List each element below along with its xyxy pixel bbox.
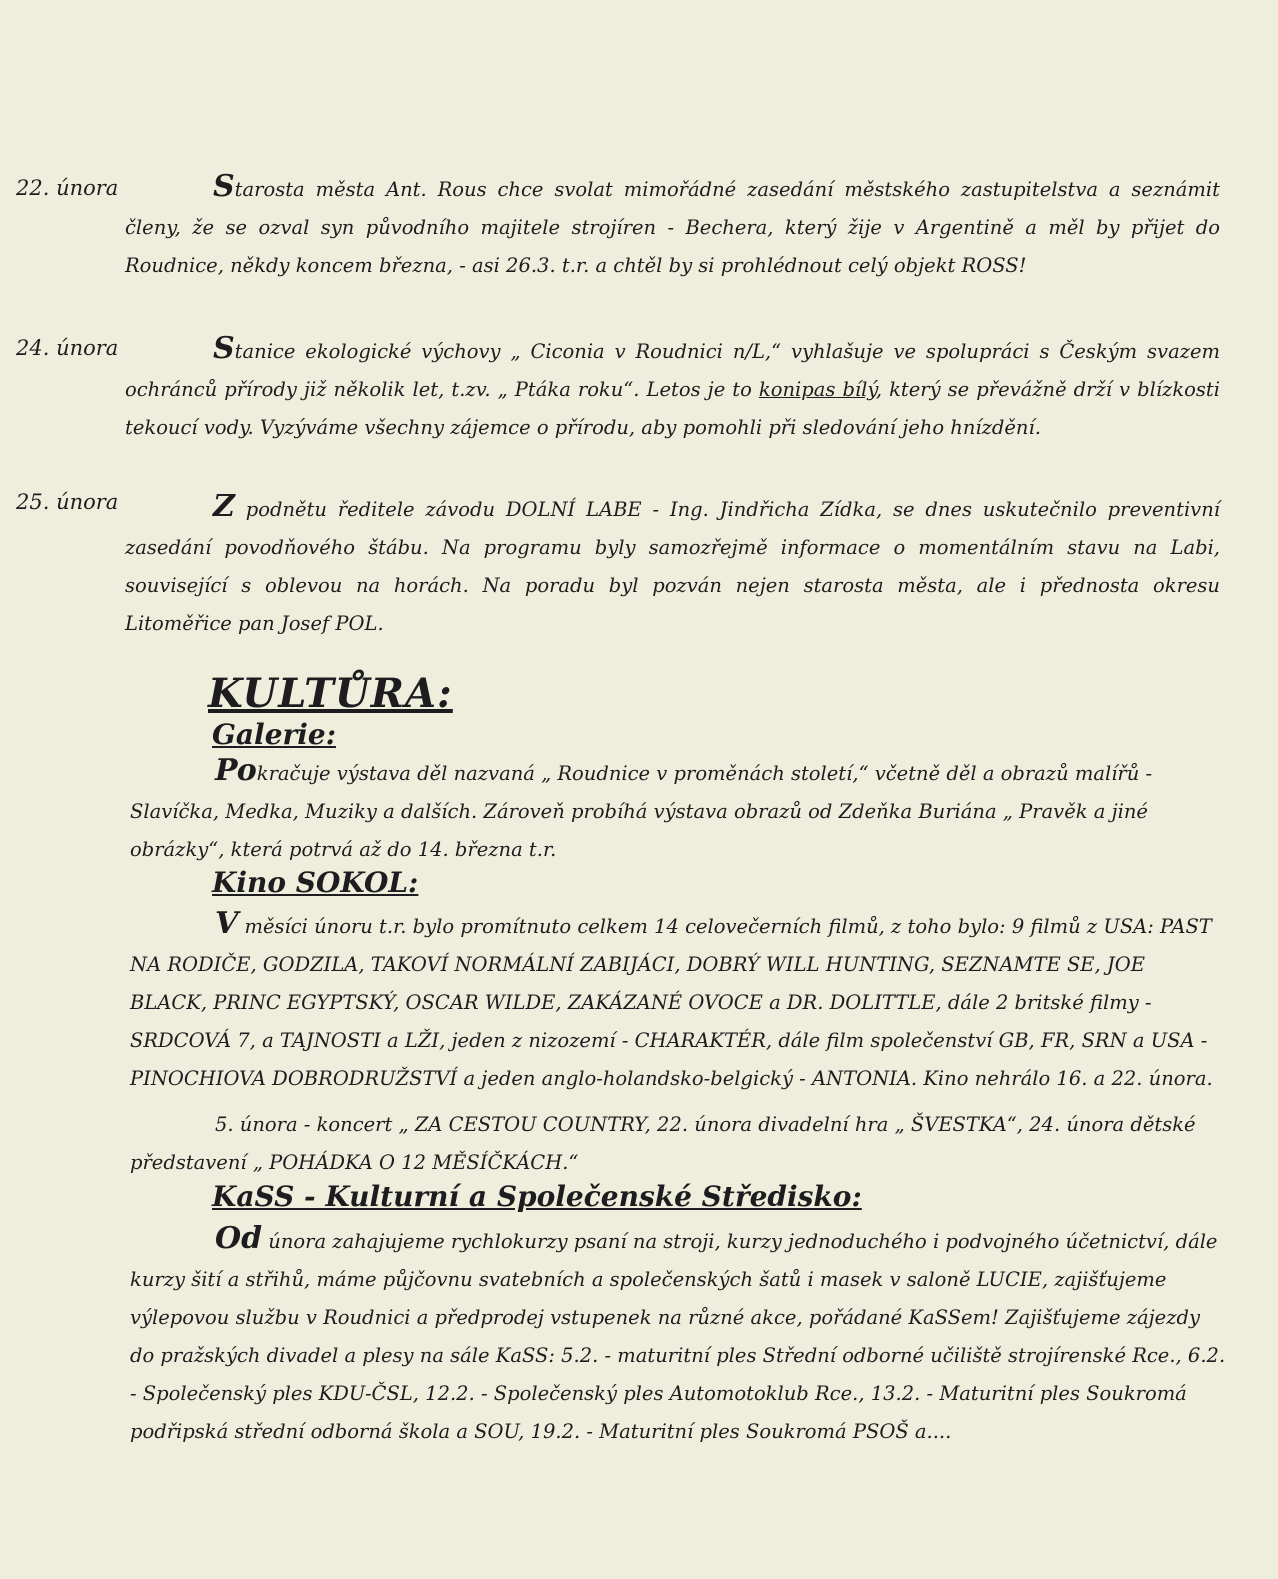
entry-body: tarosta města Ant. Rous chce svolat mimořádné zasedání městského zastupitelstva a seznámit členy, že se ozval syn původního majitele strojíren - Bechera, který žije v Argentině a měl by přijet do Roudnice, někdy koncem března, - asi 26.3. t.r. a chtěl by si prohlédnout celý objekt ROSS! [125, 178, 1220, 277]
subsection-title-kass: KaSS - Kulturní a Společenské Středisko: [212, 1180, 862, 1213]
entry-date: 22. února [16, 176, 119, 200]
entry-body: podnětu ředitele závodu DOLNÍ LABE - Ing. Jindřicha Zídka, se dnes uskutečnilo preventivní zasedání povodňového štábu. Na programu byly samozřejmě informace o momentálním stavu na Labi, související s oblevou na horách. Na poradu byl pozván nejen starosta města, ale i přednosta okresu Litoměřice pan Josef POL. [125, 498, 1220, 635]
entry-date: 24. února [16, 336, 119, 360]
drop-initial: S [213, 331, 235, 366]
cinema-body: měsíci únoru t.r. bylo promítnuto celkem 14 celovečerních filmů, z toho bylo: 9 filmů z USA: PAST NA RODIČE, GODZILA, TAKOVÍ NORMÁLNÍ ZABIJÁCI, DOBRÝ WILL HUNTING, SEZNAMTE SE, JOE BLACK, PRINC EGYPTSKÝ, OSCAR WILDE, ZAKÁZANÉ OVOCE a DR. DOLITTLE, dále 2 britské filmy - SRDCOVÁ 7, a TAJNOSTI a LŽI, jeden z nizozemí - CHARAKTÉR, dále film společenství GB, FR, SRN a USA - PINOCHIOVA DOBRODRUŽSTVÍ a jeden anglo-holandsko-belgický - ANTONIA. Kino nehrálo 16. a 22. února. [130, 915, 1213, 1090]
entry-text [125, 168, 1220, 285]
subsection-title-gallery: Galerie: [212, 718, 337, 751]
cinema-events: 5. února - koncert „ ZA CESTOU COUNTRY, 22. února divadelní hra „ ŠVESTKA“, 24. února dětské představení „ POHÁDKA O 12 MĚSÍČKÁCH.“ [130, 1113, 1196, 1174]
entry-body: tanice ekologické výchovy „ Ciconia v Roudnici n/L,“ vyhlašuje ve spolupráci s Českým svazem ochránců přírody již několik let, t.zv. „ Ptáka roku“. Letos je to [125, 340, 1220, 401]
gallery-body: kračuje výstava děl nazvaná „ Roudnice v proměnách století,“ včetně děl a obrazů malířů - Slavíčka, Medka, Muziky a dalších. Zároveň probíhá výstava obrazů od Zdeňka Buriána „ Pravěk a jiné obrázky“, která potrvá až do 14. března t.r. [130, 762, 1153, 861]
entry-date: 25. února [16, 490, 119, 514]
drop-initial: Z [213, 489, 235, 524]
section-title-culture: KULTŮRA: [208, 670, 453, 717]
cinema-text [130, 905, 1228, 1098]
entry-text [125, 488, 1220, 643]
drop-initial: Od [215, 1221, 263, 1256]
subsection-title-cinema: Kino SOKOL: [212, 866, 419, 899]
drop-initial: V [215, 906, 239, 941]
drop-initial: Po [215, 753, 257, 788]
entry-body: , který se převážně drží v blízkosti tekoucí vody. Vyzýváme všechny zájemce o přírodu, aby pomohli při sledování jeho hnízdění. [125, 378, 1220, 439]
gallery-text [130, 752, 1228, 869]
entry-text [125, 330, 1220, 447]
underlined-term: konipas bílý [758, 378, 876, 401]
drop-initial: S [213, 169, 235, 204]
kass-text [130, 1220, 1228, 1451]
kass-body: února zahajujeme rychlokurzy psaní na stroji, kurzy jednoduchého i podvojného účetnictví, dále kurzy šití a střihů, máme půjčovnu svatebních a společenských šatů i masek v saloně LUCIE, zajišťujeme výlepovou službu v Roudnici a předprodej vstupenek na různé akce, pořádané KaSSem! Zajišťujeme zájezdy do pražských divadel a plesy na sále KaSS: 5.2. - maturitní ples Střední odborné učiliště strojírenské Rce., 6.2. - Společenský ples KDU-ČSL, 12.2. - Společenský ples Automotoklub Rce., 13.2. - Maturitní ples Soukromá podřipská střední odborná škola a SOU, 19.2. - Maturitní ples Soukromá PSOŠ a.... [130, 1230, 1226, 1443]
